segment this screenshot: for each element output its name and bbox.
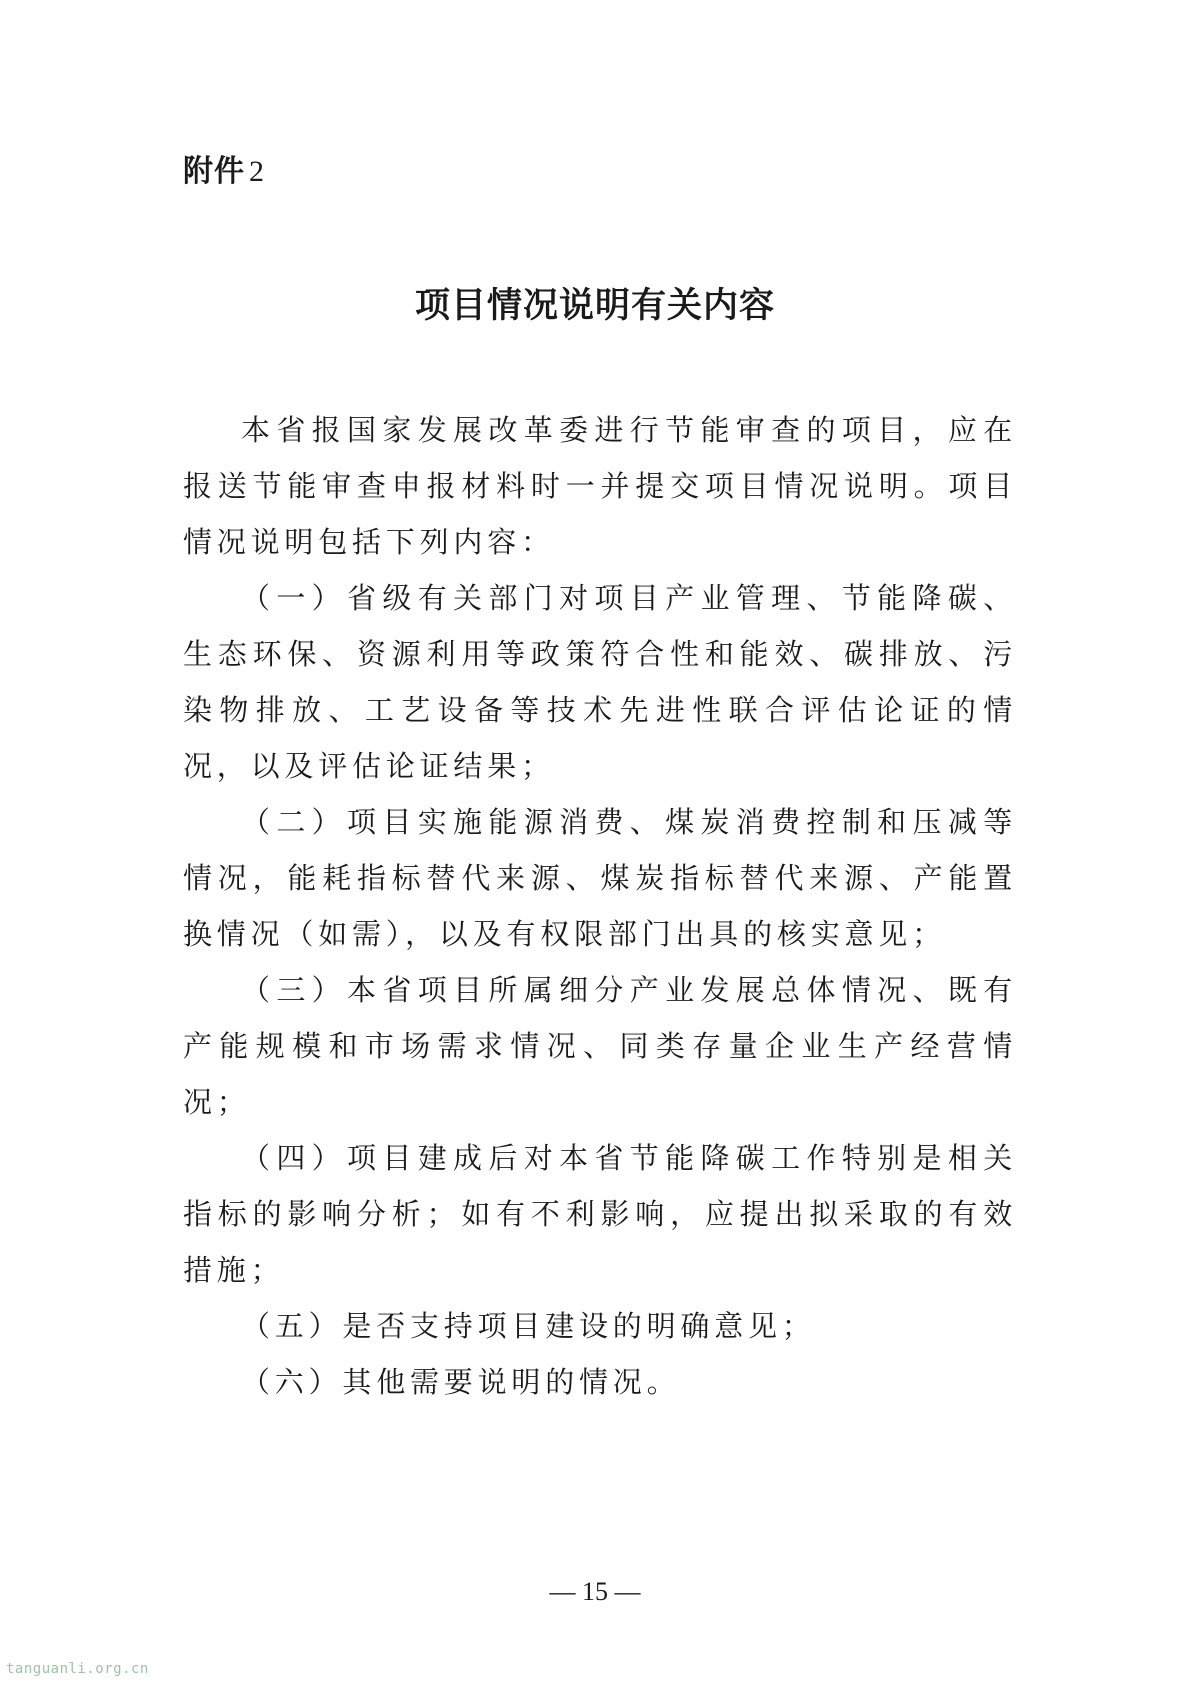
intro-paragraph: 本省报国家发展改革委进行节能审查的项目，应在报送节能审查申报材料时一并提交项目情况说明。项目情况说明包括下列内容： bbox=[183, 413, 1017, 559]
item-paragraph-6: （六）其他需要说明的情况。 bbox=[241, 1365, 681, 1399]
attachment-label-text: 附件 bbox=[183, 154, 245, 189]
attachment-number: 2 bbox=[249, 155, 265, 188]
attachment-label bbox=[183, 152, 265, 192]
watermark-text: tanguanli.org.cn bbox=[6, 1661, 149, 1677]
item-paragraph-2: （二）项目实施能源消费、煤炭消费控制和压减等情况，能耗指标替代来源、煤炭指标替代来源、产能置换情况（如需），以及有权限部门出具的核实意见； bbox=[183, 805, 1017, 951]
item-paragraph-3: （三）本省项目所属细分产业发展总体情况、既有产能规模和市场需求情况、同类存量企业生产经营情况； bbox=[183, 973, 1017, 1119]
item-paragraph-1: （一）省级有关部门对项目产业管理、节能降碳、生态环保、资源利用等政策符合性和能效、碳排放、污染物排放、工艺设备等技术先进性联合评估论证的情况，以及评估论证结果； bbox=[183, 581, 1017, 783]
page-number: — 15 — bbox=[549, 1577, 641, 1606]
document-body bbox=[183, 402, 1017, 1410]
item-paragraph-4: （四）项目建成后对本省节能降碳工作特别是相关指标的影响分析；如有不利影响，应提出拟采取的有效措施； bbox=[183, 1141, 1017, 1287]
document-title: 项目情况说明有关内容 bbox=[414, 286, 775, 326]
item-paragraph-5: （五）是否支持项目建设的明确意见； bbox=[241, 1309, 816, 1343]
